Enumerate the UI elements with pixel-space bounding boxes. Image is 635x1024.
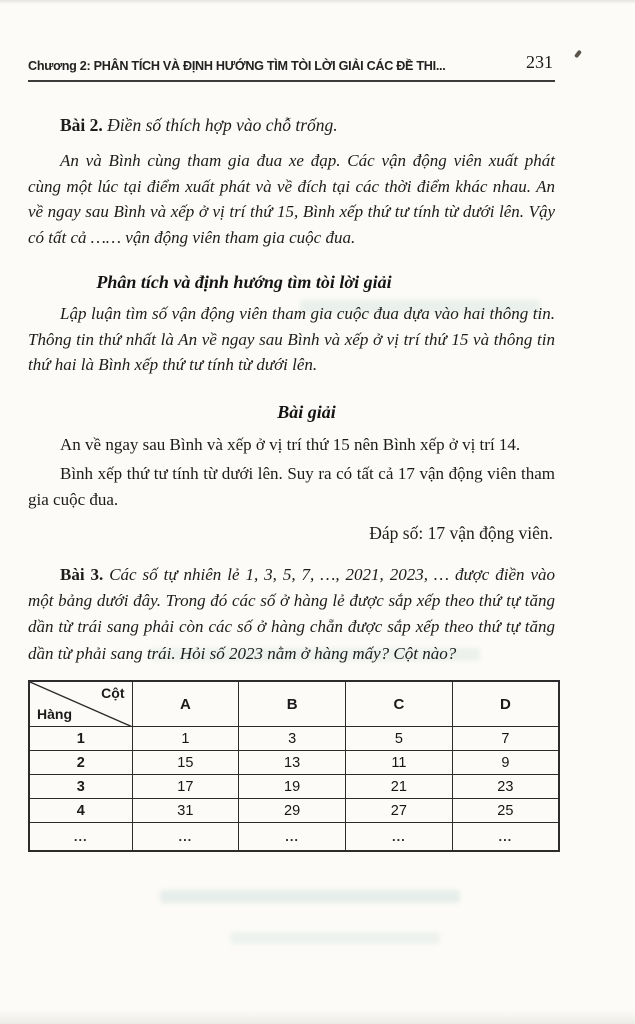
table-cell: 19: [239, 775, 346, 799]
table-cell: 5: [346, 727, 453, 751]
row-label: ...: [29, 823, 132, 851]
column-header-b: B: [239, 681, 346, 727]
solution-paragraph-1: An về ngay sau Bình và xếp ở vị trí thứ 15 nên Bình xếp ở vị trí 14.: [60, 434, 521, 454]
problem3-statement-text: Các số tự nhiên lẻ 1, 3, 5, 7, …, 2021, 2023, … được điền vào một bảng dưới đây. Trong đó các số ở hàng lẻ được sắp xếp theo thứ tự tăng dần từ trái sang phải còn các số ở hàng chẵn được sắp xếp theo thứ tự tăng dần từ phải sang trái. Hỏi số 2023 nằm ở hàng mấy? Cột nào?: [28, 565, 556, 663]
show-through-artifact: [230, 932, 440, 944]
table-cell: ...: [132, 823, 239, 851]
row-label: 1: [29, 727, 132, 751]
table-cell: 29: [239, 799, 346, 823]
corner-label-hang: Hàng: [37, 706, 72, 723]
table-cell: 17: [132, 775, 239, 799]
row-label: 3: [29, 775, 132, 799]
table-cell: ...: [239, 823, 346, 851]
analysis-heading: Phân tích và định hướng tìm tòi lời giải: [96, 272, 392, 292]
table-cell: 13: [239, 751, 346, 775]
table-row: [29, 775, 559, 799]
chapter-heading: [28, 58, 445, 73]
show-through-artifact: [160, 890, 460, 903]
table-row: [29, 751, 559, 775]
corner-label-cot: Cột: [101, 684, 125, 701]
analysis-body: Lập luận tìm số vận động viên tham gia cuộc đua dựa vào hai thông tin. Thông tin thứ nhất là An về ngay sau Bình và xếp ở vị trí thứ 15 và thông tin thứ hai là Bình xếp thứ tư tính từ dưới lên.: [28, 304, 555, 374]
table-row: [29, 799, 559, 823]
page-number: 231: [526, 52, 553, 72]
solution-heading: Bài giải: [277, 401, 336, 422]
row-label: 4: [29, 799, 132, 823]
table-cell: 7: [452, 727, 559, 751]
scan-speck: [574, 50, 582, 59]
answer-line: Đáp số: 17 vận động viên.: [369, 523, 553, 543]
chapter-title: PHÂN TÍCH VÀ ĐỊNH HƯỚNG TÌM TÒI LỜI GIẢI CÁC ĐỀ THI...: [93, 58, 446, 73]
table-cell: 27: [346, 799, 453, 823]
table-corner-cell: [29, 681, 132, 727]
table-cell: 23: [452, 775, 559, 799]
problem3-label: Bài 3.: [60, 565, 104, 584]
table-cell: ...: [452, 823, 559, 851]
table-cell: 1: [132, 727, 239, 751]
table-cell: 11: [346, 751, 453, 775]
chapter-label: Chương 2:: [28, 58, 91, 73]
problem2-statement: An và Bình cùng tham gia đua xe đạp. Các vận động viên xuất phát cùng một lúc tại điểm xuất phát và về đích tại các thời điểm khác nhau. An về ngay sau Bình và xếp ở vị trí thứ 15, Bình xếp thứ tư tính từ dưới lên. Vậy có tất cả …… vận động viên tham gia cuộc đua.: [28, 151, 555, 247]
problem2-title: [28, 115, 555, 136]
column-header-d: D: [452, 681, 559, 727]
solution-paragraph-2: Bình xếp thứ tư tính từ dưới lên. Suy ra có tất cả 17 vận động viên tham gia cuộc đua.: [28, 464, 555, 509]
table-row-ellipsis: [29, 823, 559, 851]
row-label: 2: [29, 751, 132, 775]
table-cell: 25: [452, 799, 559, 823]
running-header: [28, 52, 555, 73]
column-header-a: A: [132, 681, 239, 727]
table-header-row: [29, 681, 559, 727]
table-cell: 3: [239, 727, 346, 751]
table-cell: ...: [346, 823, 453, 851]
header-divider: [28, 80, 555, 82]
problem2-label: Bài 2.: [60, 115, 103, 135]
number-grid-table: [28, 680, 555, 852]
table-cell: 31: [132, 799, 239, 823]
table-row: [29, 727, 559, 751]
page-content: [28, 0, 555, 852]
problem2-title-text: Điền số thích hợp vào chỗ trống.: [107, 115, 338, 135]
column-header-c: C: [346, 681, 453, 727]
problem3-statement: [28, 562, 555, 667]
table-cell: 21: [346, 775, 453, 799]
table-cell: 15: [132, 751, 239, 775]
table-cell: 9: [452, 751, 559, 775]
